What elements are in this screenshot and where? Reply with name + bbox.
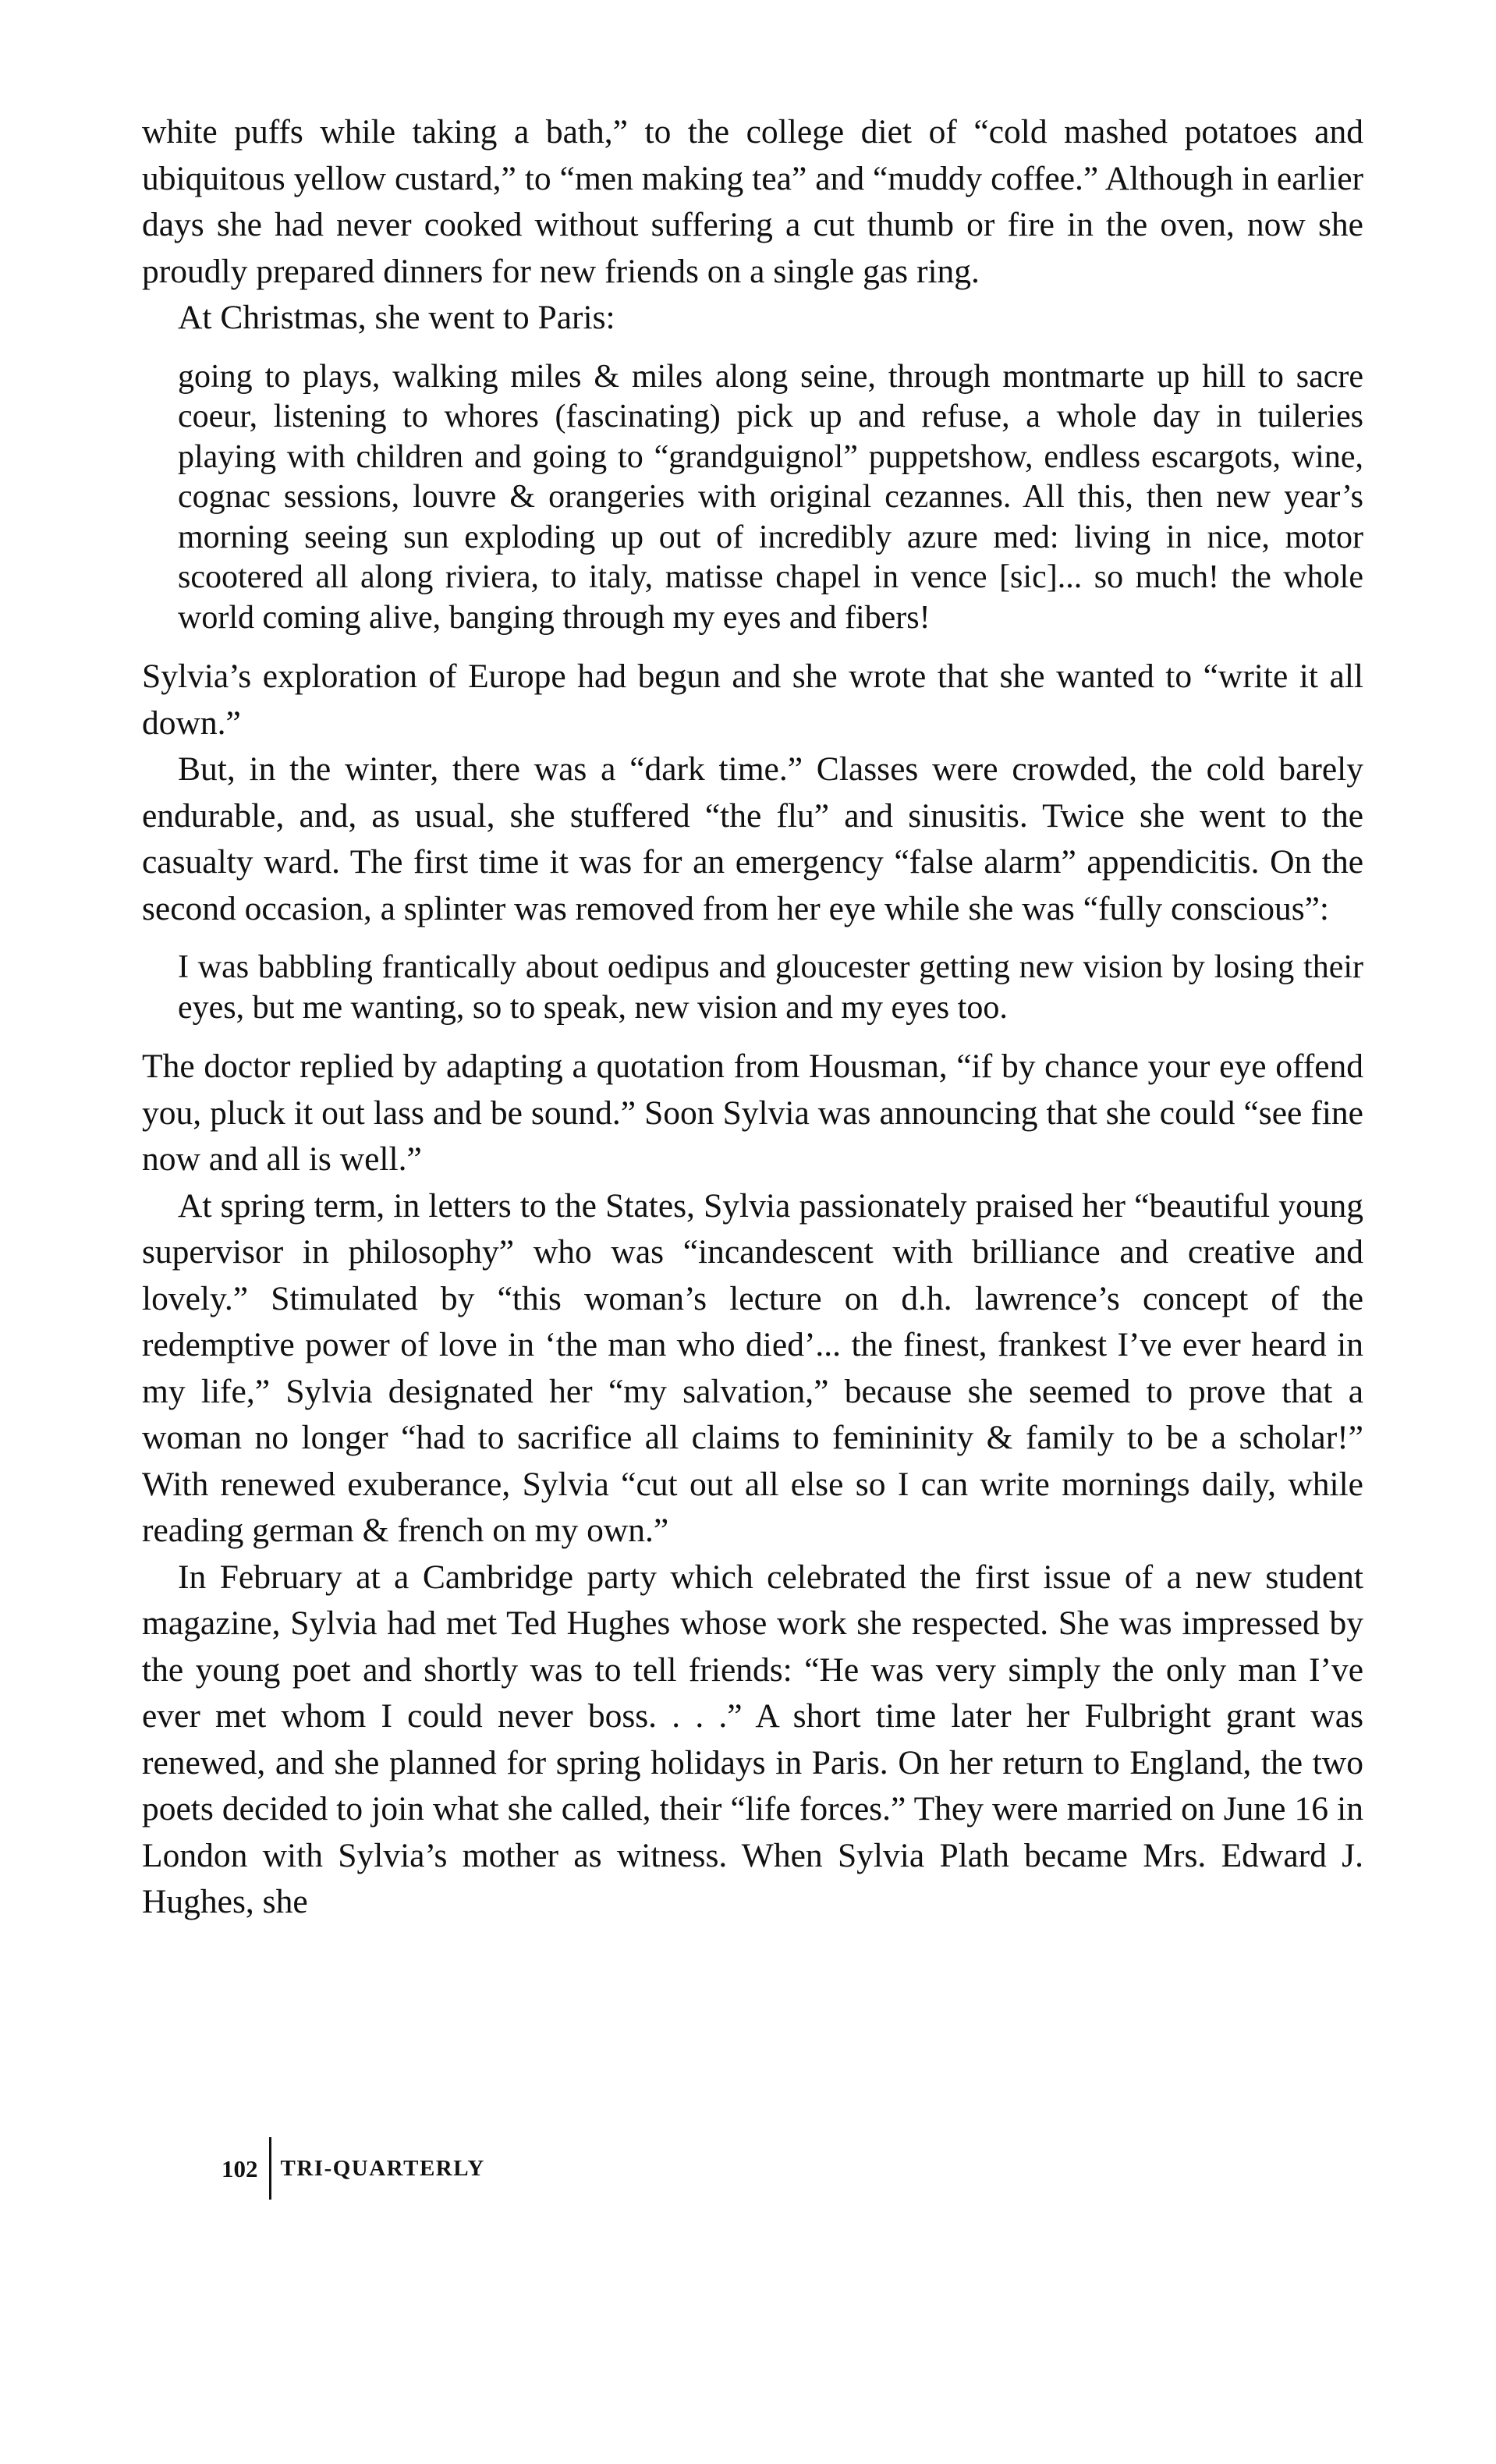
paragraph-bath-custard: white puffs while taking a bath,” to the college diet of “cold mashed potatoes and ubiquitous yellow custard,” to “men making tea” and “muddy coffee.” Although in earlier days she had never cooked without suffering a cut thumb or fire in the oven, now she proudly prepared dinners for new friends on a single gas ring. [142,113,1363,290]
paragraph-ted-hughes: In February at a Cambridge party which celebrated the first issue of a new student magazine, Sylvia had met Ted Hughes whose work she respected. She was impressed by the young poet and shortly was to tell friends: “He was very simply the only man I’ve ever met whom I could never boss. . . .” A short time later her Fulbright grant was renewed, and she planned for spring holidays in Paris. On her return to England, the two poets decided to join what she called, their “life forces.” They were married on June 16 in London with Sylvia’s mother as witness. When Sylvia Plath became Mrs. Edward J. Hughes, she [142,1558,1363,1920]
paragraph-spring-term: At spring term, in letters to the States, Sylvia passionately praised her “beautiful young supervisor in philosophy” who was “incandescent with brilliance and creative and lovely.” Stimulated by “this woman’s lecture on d.h. lawrence’s concept of the redemptive power of love in ‘the man who died’... the finest, frankest I’ve ever heard in my life,” Sylvia designated her “my salvation,” because she seemed to prove that a woman no longer “had to sacrifice all claims to femininity & family to be a scholar!” With renewed exuberance, Sylvia “cut out all else so I can write mornings daily, while reading german & french on my own.” [142,1186,1363,1549]
block-quote-paris: going to plays, walking miles & miles along seine, through montmarte up hill to sacre coeur, listening to whores (fascinating) pick up and refuse, a whole day in tuileries playing with children and going to “grandguignol” puppetshow, endless escargots, wine, cognac sessions, louvre & orangeries with original cezannes. All this, then new year’s morning seeing sun exploding up out of incredibly azure med: living in nice, motor scootered all along riviera, to italy, matisse chapel in vence [sic]... so much! the whole world coming alive, banging through my eyes and fibers! [178,358,1363,636]
block-quote-oedipus: I was babbling frantically about oedipus and gloucester getting new vision by losing their eyes, but me wanting, so to speak, new vision and my eyes too. [178,949,1363,1026]
paragraph-exploration-europe: Sylvia’s exploration of Europe had begun and she wrote that she wanted to “write it all down.” [142,658,1363,742]
paragraph-christmas-paris: At Christmas, she went to Paris: [178,299,615,336]
page-number: 102 [222,2154,258,2182]
page-body [142,109,1363,1926]
paragraph-doctor-housman: The doctor replied by adapting a quotation from Housman, “if by chance your eye offend you, pluck it out lass and be sound.” Soon Sylvia was announcing that she could “see fine now and all is well.” [142,1048,1363,1178]
journal-title: TRI-QUARTERLY [280,2155,485,2181]
page-footer [222,2137,485,2200]
paragraph-dark-time: But, in the winter, there was a “dark time.” Classes were crowded, the cold barely endurable, and, as usual, she stuffered “the flu” and sinusitis. Twice she went to the casualty ward. The first time it was for an emergency “false alarm” appendicitis. On the second occasion, a splinter was removed from her eye while she was “fully conscious”: [142,750,1363,927]
